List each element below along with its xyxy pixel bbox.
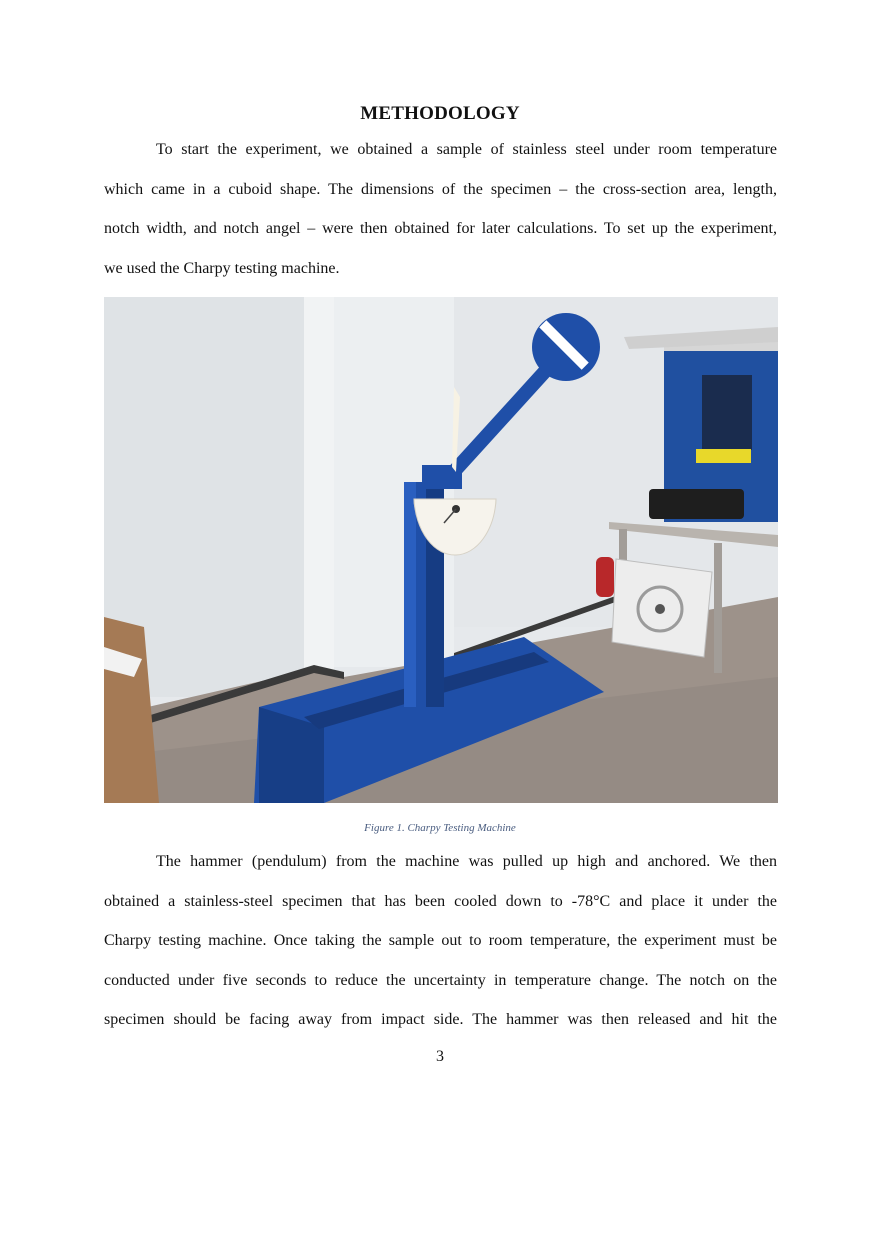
figure-caption: Figure 1. Charpy Testing Machine [364,822,516,834]
paragraph-intro [104,130,777,288]
paragraph-procedure [104,842,777,1040]
section-heading: METHODOLOGY [360,103,520,124]
charpy-machine-photo [104,297,778,803]
paragraph-line: The hammer (pendulum) from the machine was pulled up high and anchored. We then [156,853,777,870]
paragraph-line: Charpy testing machine. Once taking the sample out to room temperature, the experiment must be [104,932,777,950]
paragraph-line: we used the Charpy testing machine. [104,259,340,277]
page-number: 3 [436,1048,444,1065]
paragraph-line: specimen should be facing away from impact side. The hammer was then released and hit the [104,1011,777,1029]
paragraph-line: conducted under five seconds to reduce the uncertainty in temperature change. The notch on the [104,971,777,989]
paragraph-line: To start the experiment, we obtained a sample of stainless steel under room temperature [156,141,777,158]
paragraph-line: notch width, and notch angel – were then obtained for later calculations. To set up the experiment, [104,220,777,238]
paragraph-line: obtained a stainless-steel specimen that has been cooled down to -78°C and place it under the [104,892,777,910]
paragraph-line: which came in a cuboid shape. The dimensions of the specimen – the cross-section area, length, [104,180,777,198]
